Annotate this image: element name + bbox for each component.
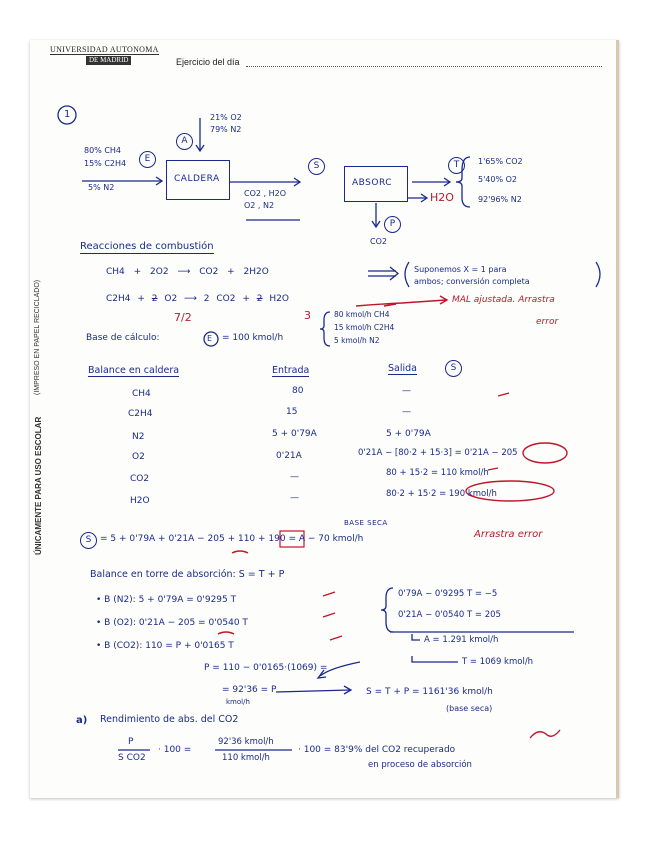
p-calc-line1: P = 110 − 0'0165·(1069) = xyxy=(204,663,328,673)
stream-e-label: E xyxy=(139,151,156,168)
school-use-note: ÚNICAMENTE PARA USO ESCOLAR xyxy=(34,416,43,555)
correction-o2-coef: 7/2 xyxy=(174,311,192,324)
recycled-paper-note: (IMPRESO EN PAPEL RECICLADO) xyxy=(34,279,41,395)
air-composition-n2: 79% N2 xyxy=(210,125,242,134)
feed-c2h4: 15% C2H4 xyxy=(84,159,127,168)
in-o2: 0'21A xyxy=(276,451,302,461)
reactions-title: Reacciones de combustión xyxy=(80,241,214,252)
feed-ch4: 80% CH4 xyxy=(84,146,122,155)
university-logo: UNIVERSIDAD AUTONOMA xyxy=(50,45,159,54)
equation-s: = 5 + 0'79A + 0'21A − 205 + 110 + 190 = A − 70 kmol/h xyxy=(100,534,364,544)
out-n2: 92'96% N2 xyxy=(478,195,522,204)
basis-stream-e: E xyxy=(207,334,213,343)
result-a: A = 1.291 kmol/h xyxy=(424,635,499,645)
basis-c2h4: 15 kmol/h C2H4 xyxy=(334,323,395,332)
species-co2: CO2 xyxy=(130,474,150,484)
col-salida-stream: S xyxy=(445,360,462,377)
exercise-label: Ejercicio del día xyxy=(176,57,240,67)
stream-p-label: P xyxy=(384,216,401,233)
water-out: H2O xyxy=(430,191,454,204)
multiply-100: · 100 = xyxy=(158,745,192,755)
air-composition-o2: 21% O2 xyxy=(210,113,242,122)
assumption-line-2: ambos; conversión completa xyxy=(414,277,530,286)
part-a-result: · 100 = 83'9% del CO2 recuperado xyxy=(298,745,456,755)
reaction-ch4: CH4 + 2O2 ⟶ CO2 + 2H2O xyxy=(106,267,269,277)
part-a-label: a) xyxy=(76,715,88,726)
absorption-title: Balance en torre de absorción: S = T + P xyxy=(90,569,285,580)
co2-out: CO2 xyxy=(370,237,387,246)
part-a-title: Rendimiento de abs. del CO2 xyxy=(100,714,239,725)
in-co2: — xyxy=(290,472,299,482)
out-co2: 1'65% CO2 xyxy=(478,157,523,166)
s-result-dry: (base seca) xyxy=(446,704,493,713)
species-o2: O2 xyxy=(132,452,145,462)
species-h2o: H2O xyxy=(130,496,150,506)
correction-h2o-coef: 3 xyxy=(304,309,311,322)
balance-co2: • B (CO2): 110 = P + 0'0165 T xyxy=(96,641,234,651)
out-ch4: — xyxy=(402,386,411,396)
out-n2: 5 + 0'79A xyxy=(386,429,431,439)
balance-o2: • B (O2): 0'21A − 205 = 0'0540 T xyxy=(96,618,248,628)
p-calc-line2: = 92'36 = P xyxy=(222,685,277,695)
in-n2: 5 + 0'79A xyxy=(272,429,317,439)
fraction-numerator-p: P xyxy=(128,737,134,747)
feed-n2: 5% N2 xyxy=(88,183,115,192)
basis-n2: 5 kmol/h N2 xyxy=(334,336,380,345)
species-ch4: CH4 xyxy=(132,389,151,399)
basis-label: Base de cálculo: xyxy=(86,333,160,343)
stream-a-label: A xyxy=(176,133,193,150)
species-c2h4: C2H4 xyxy=(128,409,153,419)
out-co2: 80 + 15·2 = 110 kmol/h xyxy=(386,468,489,478)
fraction-denominator-sco2: S CO2 xyxy=(118,753,146,763)
basis-value: = 100 kmol/h xyxy=(222,333,284,343)
gas-composition-1: CO2 , H2O xyxy=(244,189,287,198)
balance-n2: • B (N2): 5 + 0'79A = 0'9295 T xyxy=(96,595,237,605)
s-result: S = T + P = 1161'36 kmol/h xyxy=(366,687,493,697)
in-h2o: — xyxy=(290,493,299,503)
reaction-c2h4-left: C2H4 + xyxy=(106,294,152,304)
reaction-c2h4 xyxy=(106,295,289,304)
part-a-result-2: en proceso de absorción xyxy=(368,760,472,770)
equation-s-label: S xyxy=(80,532,97,549)
gas-composition-2: O2 , N2 xyxy=(244,201,275,210)
out-o2: 0'21A − [80·2 + 15·3] = 0'21A − 205 xyxy=(358,448,518,458)
stream-s-label: S xyxy=(308,158,325,175)
boiler-balance-title: Balance en caldera xyxy=(88,365,180,376)
out-h2o: 80·2 + 15·2 = 190 kmol/h xyxy=(386,489,497,499)
col-entrada: Entrada xyxy=(272,365,310,376)
reaction-c2h4-mid: O2 ⟶ 2 CO2 + xyxy=(157,294,257,304)
fraction2-numerator: 92'36 kmol/h xyxy=(218,737,274,747)
fraction2-denominator: 110 kmol/h xyxy=(222,753,270,763)
boiler-label: CALDERA xyxy=(174,174,220,184)
dry-basis-label: BASE SECA xyxy=(344,519,388,527)
problem-number: 1 xyxy=(64,109,71,120)
out-c2h4: — xyxy=(402,407,411,417)
result-t: T = 1069 kmol/h xyxy=(462,657,534,667)
species-n2: N2 xyxy=(132,432,145,442)
red-note-carry-error: Arrastra error xyxy=(474,529,543,540)
university-subtitle: DE MADRID xyxy=(86,56,131,65)
in-ch4: 80 xyxy=(292,386,304,396)
col-salida: Salida xyxy=(388,363,417,374)
in-c2h4: 15 xyxy=(286,407,298,417)
stream-t-label: T xyxy=(448,157,465,174)
red-note-bad-adjust: MAL ajustada. Arrastra xyxy=(452,295,555,305)
system-eq-1: 0'79A − 0'9295 T = −5 xyxy=(398,589,498,599)
red-note-error: error xyxy=(536,317,559,327)
out-o2: 5'40% O2 xyxy=(478,175,517,184)
system-eq-2: 0'21A − 0'0540 T = 205 xyxy=(398,610,501,620)
absorber-label: ABSORC xyxy=(352,178,393,188)
assumption-line-1: Suponemos X = 1 para xyxy=(414,265,507,274)
reaction-c2h4-end: H2O xyxy=(262,294,289,304)
basis-ch4: 80 kmol/h CH4 xyxy=(334,310,390,319)
crossed-coef-2: 2 xyxy=(256,294,263,304)
p-calc-units: kmol/h xyxy=(226,698,250,706)
crossed-coef-1: 2 xyxy=(151,294,158,304)
